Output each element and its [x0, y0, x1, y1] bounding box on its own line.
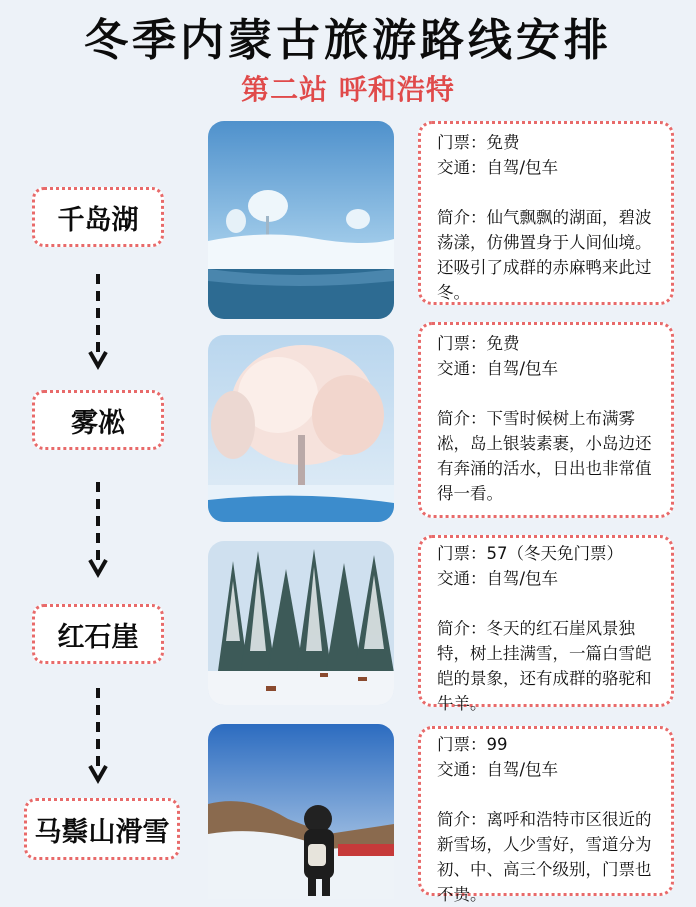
info-card-mazongshan [418, 726, 674, 904]
transport-text: 交通：自驾/包车 [437, 760, 559, 779]
intro-text: 简介：仙气飘飘的湖面，碧波荡漾，仿佛置身于人间仙境。还吸引了成群的赤麻鸭来此过冬。 [437, 208, 652, 302]
page-title: 冬季内蒙古旅游路线安排 [84, 15, 612, 66]
intro-text: 简介：冬天的红石崖风景独特，树上挂满雪，一篇白雪皑皑的景象，还有成群的骆驼和牛羊。 [437, 619, 652, 713]
down-arrow-icon [86, 480, 110, 580]
station-label-hongshiya: 红石崖 [32, 604, 164, 664]
wusong-photo [208, 335, 394, 522]
intro-text: 简介：下雪时候树上布满雾凇，岛上银装素裹，小岛边还有奔涌的活水，日出也非常值得一看。 [437, 409, 652, 503]
station-label-qiandaohu: 千岛湖 [32, 187, 164, 247]
down-arrow-icon [86, 686, 110, 786]
page-subtitle: 第二站 呼和浩特 [241, 73, 455, 106]
transport-text: 交通：自驾/包车 [437, 359, 559, 378]
mazongshan-photo [208, 724, 394, 899]
intro-text: 简介：离呼和浩特市区很近的新雪场，人少雪好，雪道分为 初、中、高三个级别，门票也不贵。 [437, 810, 652, 904]
ticket-text: 门票：57（冬天免门票） [437, 544, 623, 563]
hongshiya-photo [208, 541, 394, 705]
transport-text: 交通：自驾/包车 [437, 158, 559, 177]
info-card-qiandaohu [418, 121, 674, 305]
station-label-mazongshan: 马鬃山滑雪 [24, 798, 180, 860]
ticket-text: 门票：99 [437, 735, 508, 754]
ticket-text: 门票：免费 [437, 334, 520, 353]
ticket-text: 门票：免费 [437, 133, 520, 152]
info-card-wusong [418, 322, 674, 518]
down-arrow-icon [86, 272, 110, 372]
info-card-hongshiya [418, 535, 674, 713]
qiandaohu-photo [208, 121, 394, 319]
transport-text: 交通：自驾/包车 [437, 569, 559, 588]
station-label-wusong: 雾凇 [32, 390, 164, 450]
